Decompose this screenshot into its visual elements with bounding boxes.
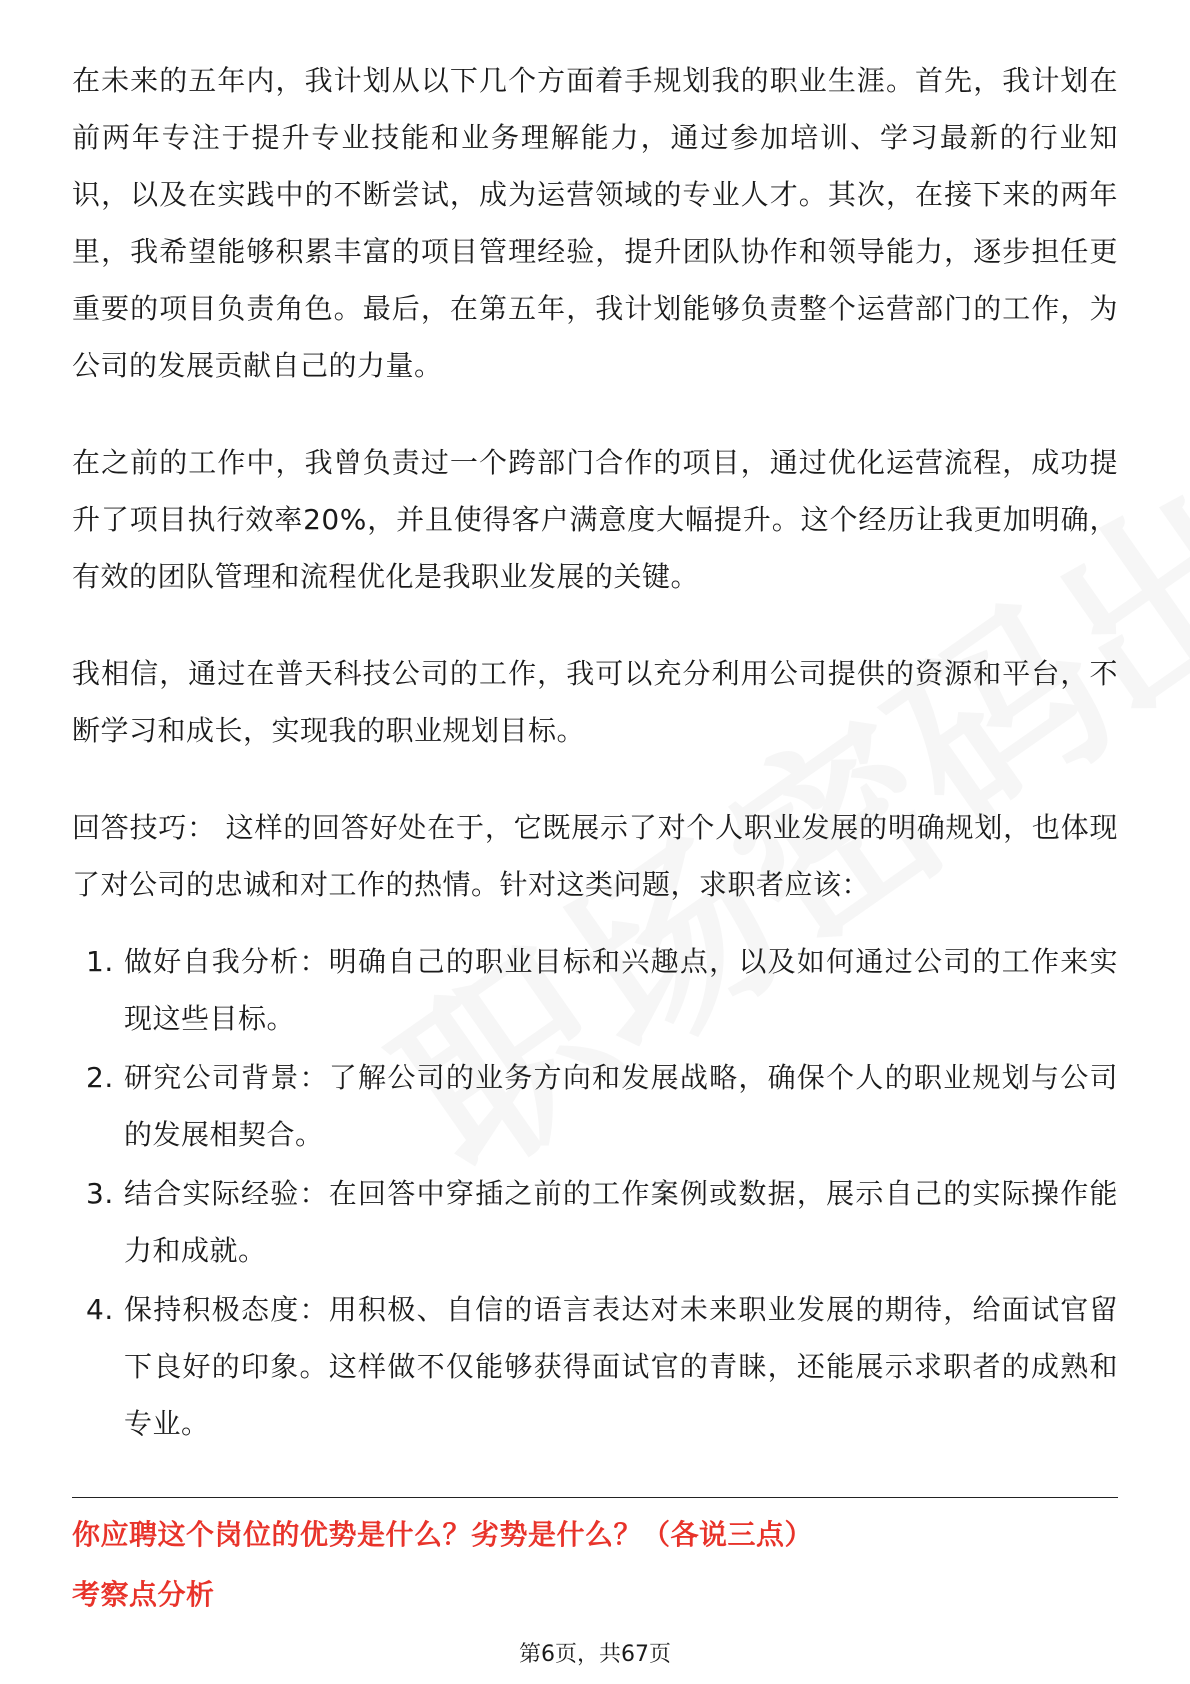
list-item-text: 保持积极态度：用积极、自信的语言表达对未来职业发展的期待，给面试官留下良好的印象。这样做不仅能够获得面试官的青睐，还能展示求职者的成熟和专业。 [124,1293,1118,1440]
paragraph-answer-tips: 回答技巧： 这样的回答好处在于，它既展示了对个人职业发展的明确规划，也体现了对公司的忠诚和对工作的热情。针对这类问题，求职者应该： [72,811,1118,901]
analysis-heading: 考察点分析 [72,1578,215,1611]
paragraph-career-plan: 在未来的五年内，我计划从以下几个方面着手规划我的职业生涯。首先，我计划在前两年专注于提升专业技能和业务理解能力，通过参加培训、学习最新的行业知识，以及在实践中的不断尝试，成为运营领域的专业人才。其次，在接下来的两年里，我希望能够积累丰富的项目管理经验，提升团队协作和领导能力，逐步担任更重要的项目负责角色。最后，在第五年，我计划能够负责整个运营部门的工作，为公司的发展贡献自己的力量。 [72,64,1118,382]
list-item-number: 4. [86,1293,114,1326]
list-item [72,1281,1118,1452]
section-divider [72,1497,1118,1498]
question-heading: 你应聘这个岗位的优势是什么？劣势是什么？（各说三点） [72,1518,814,1551]
list-item-text: 研究公司背景：了解公司的业务方向和发展战略，确保个人的职业规划与公司的发展相契合。 [124,1061,1118,1151]
tips-list [72,933,1118,1452]
paragraph-belief: 我相信，通过在普天科技公司的工作，我可以充分利用公司提供的资源和平台，不断学习和成长，实现我的职业规划目标。 [72,657,1118,747]
page-number: 第6页，共67页 [519,1642,671,1667]
list-item [72,1049,1118,1163]
paragraph-past-experience: 在之前的工作中，我曾负责过一个跨部门合作的项目，通过优化运营流程，成功提升了项目执行效率20%，并且使得客户满意度大幅提升。这个经历让我更加明确，有效的团队管理和流程优化是我职业发展的关键。 [72,446,1118,593]
list-item-number: 3. [86,1177,114,1210]
list-item-text: 做好自我分析：明确自己的职业目标和兴趣点，以及如何通过公司的工作来实现这些目标。 [124,945,1118,1035]
list-item-text: 结合实际经验：在回答中穿插之前的工作案例或数据，展示自己的实际操作能力和成就。 [124,1177,1118,1267]
list-item-number: 1. [86,945,114,978]
list-item [72,1165,1118,1279]
list-item [72,933,1118,1047]
document-body [72,52,1118,1454]
list-item-number: 2. [86,1061,114,1094]
